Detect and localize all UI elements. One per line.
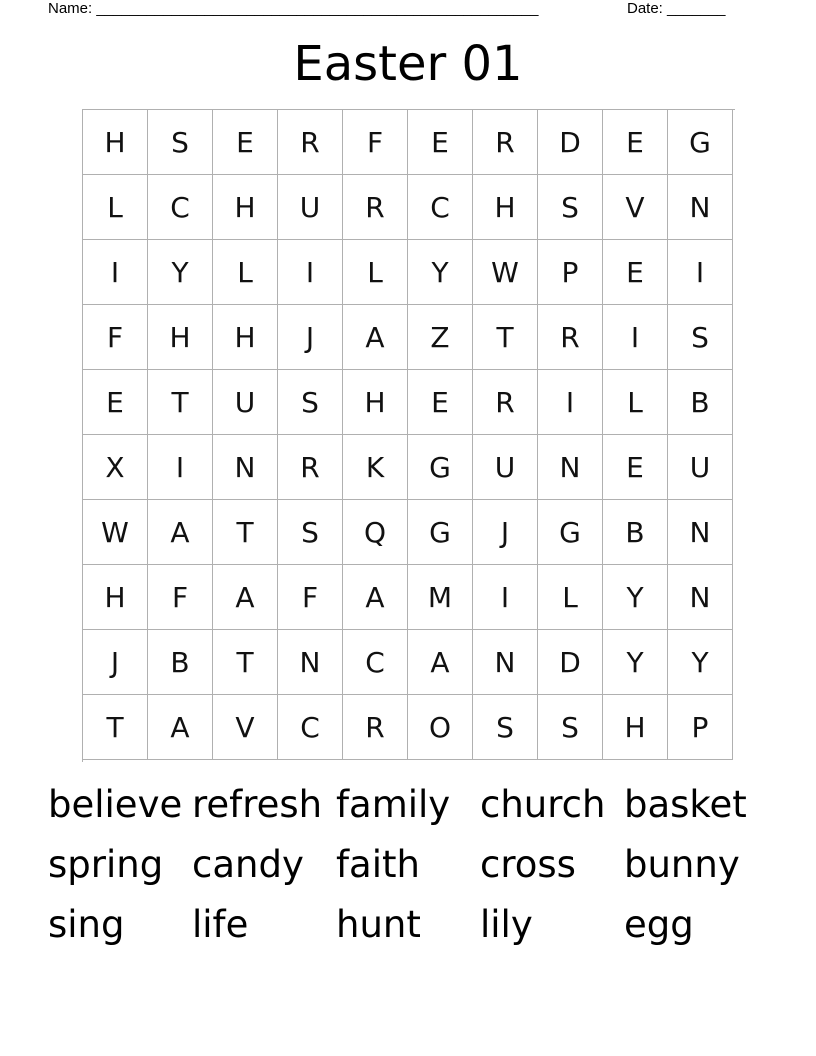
grid-cell[interactable]: R (343, 695, 408, 760)
grid-cell[interactable]: H (83, 110, 148, 175)
grid-cell[interactable]: T (148, 370, 213, 435)
grid-cell[interactable]: R (278, 110, 343, 175)
grid-cell[interactable]: C (278, 695, 343, 760)
grid-cell[interactable]: N (213, 435, 278, 500)
grid-cell[interactable]: E (408, 110, 473, 175)
grid-cell[interactable]: A (213, 565, 278, 630)
grid-cell[interactable]: H (148, 305, 213, 370)
grid-cell[interactable]: F (343, 110, 408, 175)
word-bank-item: spring (48, 843, 164, 886)
grid-cell[interactable]: S (278, 370, 343, 435)
grid-cell[interactable]: T (83, 695, 148, 760)
grid-cell[interactable]: N (668, 500, 733, 565)
grid-cell[interactable]: H (343, 370, 408, 435)
grid-cell[interactable]: A (148, 695, 213, 760)
grid-cell[interactable]: L (83, 175, 148, 240)
header-row (48, 0, 748, 20)
letter-grid (82, 109, 735, 762)
grid-cell[interactable]: U (668, 435, 733, 500)
word-bank-item: family (336, 783, 451, 826)
grid-cell[interactable]: I (538, 370, 603, 435)
grid-cell[interactable]: X (83, 435, 148, 500)
grid-cell[interactable]: R (473, 110, 538, 175)
word-bank-item: cross (480, 843, 576, 886)
word-bank (48, 780, 788, 960)
grid-cell[interactable]: E (83, 370, 148, 435)
grid-cell[interactable]: Z (408, 305, 473, 370)
grid-cell[interactable]: H (213, 175, 278, 240)
word-bank-item: bunny (624, 843, 740, 886)
grid-cell[interactable]: L (538, 565, 603, 630)
grid-cell[interactable]: C (343, 630, 408, 695)
word-bank-item: faith (336, 843, 420, 886)
grid-cell[interactable]: V (603, 175, 668, 240)
grid-cell[interactable]: S (538, 695, 603, 760)
grid-cell[interactable]: I (278, 240, 343, 305)
grid-cell[interactable]: G (408, 500, 473, 565)
grid-cell[interactable]: L (603, 370, 668, 435)
grid-cell[interactable]: Y (408, 240, 473, 305)
grid-cell[interactable]: R (278, 435, 343, 500)
grid-cell[interactable]: Y (668, 630, 733, 695)
grid-cell[interactable]: N (538, 435, 603, 500)
grid-cell[interactable]: F (83, 305, 148, 370)
grid-cell[interactable]: F (278, 565, 343, 630)
grid-cell[interactable]: C (148, 175, 213, 240)
grid-cell[interactable]: N (668, 565, 733, 630)
grid-cell[interactable]: S (278, 500, 343, 565)
grid-cell[interactable]: J (473, 500, 538, 565)
grid-cell[interactable]: T (473, 305, 538, 370)
grid-cell[interactable]: A (343, 305, 408, 370)
grid-cell[interactable]: H (83, 565, 148, 630)
date-field[interactable]: Date: _______ (627, 0, 726, 17)
grid-cell[interactable]: P (538, 240, 603, 305)
page-title: Easter 01 (293, 36, 523, 92)
grid-cell[interactable]: D (538, 110, 603, 175)
grid-cell[interactable]: W (83, 500, 148, 565)
grid-cell[interactable]: Y (148, 240, 213, 305)
grid-cell[interactable]: J (83, 630, 148, 695)
grid-cell[interactable]: M (408, 565, 473, 630)
grid-cell[interactable]: S (148, 110, 213, 175)
word-bank-item: believe (48, 783, 183, 826)
name-field[interactable]: Name: _____________________________________________________ (48, 0, 539, 17)
grid-cell[interactable]: I (668, 240, 733, 305)
grid-cell[interactable]: B (603, 500, 668, 565)
grid-cell[interactable]: S (473, 695, 538, 760)
grid-cell[interactable]: G (668, 110, 733, 175)
grid-cell[interactable]: N (473, 630, 538, 695)
grid-cell[interactable]: R (473, 370, 538, 435)
grid-cell[interactable]: U (213, 370, 278, 435)
grid-cell[interactable]: O (408, 695, 473, 760)
grid-cell[interactable]: I (603, 305, 668, 370)
grid-cell[interactable]: E (408, 370, 473, 435)
grid-cell[interactable]: W (473, 240, 538, 305)
grid-cell[interactable]: T (213, 500, 278, 565)
word-bank-item: sing (48, 903, 125, 946)
word-bank-item: lily (480, 903, 533, 946)
grid-cell[interactable]: F (148, 565, 213, 630)
grid-cell[interactable]: A (343, 565, 408, 630)
grid-cell[interactable]: R (538, 305, 603, 370)
grid-cell[interactable]: L (343, 240, 408, 305)
word-bank-item: basket (624, 783, 747, 826)
grid-cell[interactable]: U (473, 435, 538, 500)
grid-cell[interactable]: B (668, 370, 733, 435)
grid-cell[interactable]: H (473, 175, 538, 240)
grid-cell[interactable]: I (148, 435, 213, 500)
word-bank-item: candy (192, 843, 304, 886)
grid-cell[interactable]: C (408, 175, 473, 240)
grid-cell[interactable]: Q (343, 500, 408, 565)
grid-cell[interactable]: B (148, 630, 213, 695)
grid-cell[interactable]: S (668, 305, 733, 370)
grid-cell[interactable]: I (473, 565, 538, 630)
grid-cell[interactable]: Y (603, 565, 668, 630)
grid-cell[interactable]: G (408, 435, 473, 500)
grid-cell[interactable]: Y (603, 630, 668, 695)
word-bank-item: hunt (336, 903, 421, 946)
grid-cell[interactable]: N (278, 630, 343, 695)
grid-cell[interactable]: A (408, 630, 473, 695)
grid-cell[interactable]: G (538, 500, 603, 565)
grid-cell[interactable]: E (603, 435, 668, 500)
grid-cell[interactable]: R (343, 175, 408, 240)
grid-cell[interactable]: T (213, 630, 278, 695)
grid-cell[interactable]: U (278, 175, 343, 240)
grid-cell[interactable]: E (603, 240, 668, 305)
grid-cell[interactable]: L (213, 240, 278, 305)
grid-cell[interactable]: E (213, 110, 278, 175)
word-bank-item: life (192, 903, 249, 946)
grid-cell[interactable]: N (668, 175, 733, 240)
grid-cell[interactable]: H (213, 305, 278, 370)
grid-cell[interactable]: J (278, 305, 343, 370)
grid-cell[interactable]: H (603, 695, 668, 760)
word-bank-item: egg (624, 903, 694, 946)
word-bank-item: refresh (192, 783, 323, 826)
grid-cell[interactable]: I (83, 240, 148, 305)
grid-cell[interactable]: P (668, 695, 733, 760)
grid-cell[interactable]: A (148, 500, 213, 565)
grid-cell[interactable]: D (538, 630, 603, 695)
word-bank-item: church (480, 783, 606, 826)
grid-cell[interactable]: S (538, 175, 603, 240)
grid-cell[interactable]: V (213, 695, 278, 760)
grid-cell[interactable]: E (603, 110, 668, 175)
grid-cell[interactable]: K (343, 435, 408, 500)
